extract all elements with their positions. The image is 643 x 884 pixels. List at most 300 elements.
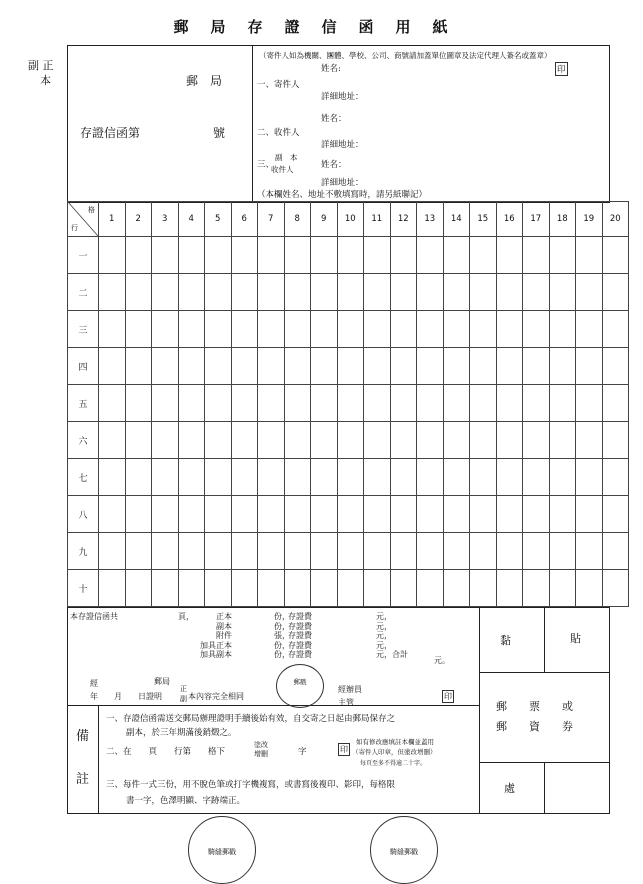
grid-cell[interactable] (549, 570, 576, 607)
grid-cell[interactable] (443, 274, 470, 311)
grid-column-header: 14 (443, 202, 470, 237)
sender-address-label: 詳細地址： (321, 92, 364, 102)
grid-column-header: 17 (523, 202, 550, 237)
remark-item2-stamp: 印 (340, 745, 348, 754)
grid-cell[interactable] (125, 237, 152, 274)
grid-cell[interactable] (364, 348, 391, 385)
sender-name-label: 姓名: (321, 64, 341, 74)
grid-cell[interactable] (523, 459, 550, 496)
copy-receiver-line1: 副 本 (275, 153, 298, 162)
fee-yuan: 元， (376, 612, 392, 621)
grid-cell[interactable] (523, 570, 550, 607)
grid-cell[interactable] (390, 385, 417, 422)
grid-cell[interactable] (549, 311, 576, 348)
handler-label: 經辦員 (338, 685, 362, 694)
grid-cell[interactable] (549, 348, 576, 385)
grid-cell[interactable] (231, 274, 258, 311)
copy-name-label: 姓名： (321, 160, 347, 170)
grid-cell[interactable] (205, 533, 232, 570)
grid-cell[interactable] (602, 496, 629, 533)
grid-cell[interactable] (602, 570, 629, 607)
grid-cell[interactable] (364, 311, 391, 348)
grid-column-header: 3 (152, 202, 179, 237)
perforation-seal-right (370, 816, 438, 884)
grid-cell[interactable] (390, 237, 417, 274)
grid-cell[interactable] (576, 385, 603, 422)
grid-cell[interactable] (496, 311, 523, 348)
grid-cell[interactable] (576, 311, 603, 348)
grid-row (68, 385, 629, 422)
grid-cell[interactable] (99, 348, 126, 385)
copy-receiver-prefix: 三、 (257, 160, 275, 170)
grid-cell[interactable] (178, 274, 205, 311)
grid-cell[interactable] (99, 459, 126, 496)
grid-cell[interactable] (417, 570, 444, 607)
grid-cell[interactable] (576, 570, 603, 607)
place-label: 處 (504, 782, 515, 795)
grid-cell[interactable] (470, 274, 497, 311)
fee-unit: 份， (274, 640, 290, 650)
grid-cell[interactable] (364, 385, 391, 422)
fee-type: 存證費 (288, 621, 312, 631)
grid-column-header: 13 (417, 202, 444, 237)
grid-cell[interactable] (125, 570, 152, 607)
grid-cell[interactable] (125, 274, 152, 311)
grid-cell[interactable] (496, 496, 523, 533)
grid-row (68, 496, 629, 533)
grid-cell[interactable] (496, 237, 523, 274)
grid-cell[interactable] (152, 348, 179, 385)
grid-corner-col-label: 格 (88, 206, 95, 214)
bottom-section (67, 607, 610, 814)
fee-unit: 張， (274, 631, 290, 640)
grid-cell[interactable] (549, 459, 576, 496)
grid-cell[interactable] (258, 237, 285, 274)
grid-cell[interactable] (443, 496, 470, 533)
writing-grid (67, 201, 629, 607)
grid-cell[interactable] (470, 385, 497, 422)
grid-cell[interactable] (152, 237, 179, 274)
grid-cell[interactable] (417, 459, 444, 496)
header-right-box (252, 45, 610, 203)
grid-cell[interactable] (602, 422, 629, 459)
grid-cell[interactable] (390, 311, 417, 348)
grid-row (68, 459, 629, 496)
grid-corner-cell (68, 202, 99, 237)
receiver-address-label: 詳細地址： (321, 140, 364, 150)
grid-cell[interactable] (337, 237, 364, 274)
grid-cell[interactable] (311, 496, 338, 533)
certify-fu: 副 (180, 695, 187, 703)
grid-cell[interactable] (178, 385, 205, 422)
grid-cell[interactable] (496, 274, 523, 311)
grid-cell[interactable] (231, 385, 258, 422)
grid-column-header: 7 (258, 202, 285, 237)
grid-cell[interactable] (549, 237, 576, 274)
grid-cell[interactable] (125, 533, 152, 570)
fee-yuan: 元， (376, 631, 392, 640)
grid-cell[interactable] (284, 533, 311, 570)
sender-note: （寄件人如為機關、團體、學校、公司、商號請加蓋單位圖章及法定代理人簽名或蓋章） (259, 51, 552, 60)
grid-column-header: 20 (602, 202, 629, 237)
grid-cell[interactable] (443, 348, 470, 385)
fee-intro: 本存證信函共 (70, 612, 118, 621)
header-footer-note: （本欄姓名、地址不敷填寫時，請另紙聯記） (257, 190, 428, 200)
grid-cell[interactable] (178, 422, 205, 459)
grid-cell[interactable] (99, 422, 126, 459)
grid-cell[interactable] (496, 570, 523, 607)
fee-total-suffix: 元。 (434, 656, 450, 665)
grid-cell[interactable] (152, 459, 179, 496)
grid-cell[interactable] (470, 311, 497, 348)
grid-cell[interactable] (125, 496, 152, 533)
grid-cell[interactable] (390, 459, 417, 496)
copy-receiver-line2: 收件人 (271, 165, 294, 174)
grid-cell[interactable] (337, 496, 364, 533)
fee-type: 存證費 (288, 612, 312, 621)
remark-item1-line2: 副本，於三年期滿後銷燬之。 (126, 728, 237, 738)
grid-cell[interactable] (284, 496, 311, 533)
grid-cell[interactable] (496, 459, 523, 496)
grid-cell[interactable] (205, 237, 232, 274)
stamp-area-line2: 郵 資 券 (496, 720, 573, 733)
grid-cell[interactable] (496, 348, 523, 385)
remark-item1-line1: 一、存證信函需送交郵局辦理證明手續後始有效，自交寄之日起由郵局保存之 (106, 714, 396, 724)
grid-cell[interactable] (178, 459, 205, 496)
grid-cell[interactable] (311, 385, 338, 422)
grid-cell[interactable] (258, 311, 285, 348)
grid-row-header: 四 (68, 348, 99, 385)
fee-yuan: 元， (376, 640, 392, 650)
remark-item2-char: 字 (298, 747, 307, 757)
grid-cell[interactable] (523, 496, 550, 533)
grid-cell[interactable] (311, 348, 338, 385)
grid-cell[interactable] (311, 311, 338, 348)
postmark-label: 郵戳 (293, 678, 307, 686)
letter-number-label: 存證信函第 (80, 126, 141, 140)
certify-post-office: 郵局 (154, 677, 170, 686)
grid-cell[interactable] (390, 274, 417, 311)
grid-cell[interactable] (178, 570, 205, 607)
grid-cell[interactable] (602, 274, 629, 311)
grid-cell[interactable] (417, 274, 444, 311)
grid-row-header: 七 (68, 459, 99, 496)
grid-cell[interactable] (205, 348, 232, 385)
grid-cell[interactable] (311, 237, 338, 274)
fee-yuan: 元，合計 (376, 650, 408, 659)
grid-cell[interactable] (417, 311, 444, 348)
perforation-seal-right-label: 騎縫郵戳 (390, 848, 418, 856)
grid-cell[interactable] (364, 533, 391, 570)
fee-item: 加具副本 (200, 650, 232, 659)
grid-cell[interactable] (549, 533, 576, 570)
grid-column-header: 12 (390, 202, 417, 237)
fee-unit: 份， (274, 612, 290, 621)
grid-cell[interactable] (470, 237, 497, 274)
grid-cell[interactable] (178, 496, 205, 533)
grid-cell[interactable] (125, 348, 152, 385)
grid-cell[interactable] (549, 496, 576, 533)
grid-cell[interactable] (152, 496, 179, 533)
grid-cell[interactable] (311, 274, 338, 311)
grid-cell[interactable] (523, 385, 550, 422)
grid-cell[interactable] (496, 533, 523, 570)
grid-cell[interactable] (231, 459, 258, 496)
grid-cell[interactable] (258, 570, 285, 607)
grid-cell[interactable] (99, 237, 126, 274)
grid-cell[interactable] (284, 570, 311, 607)
grid-cell[interactable] (417, 348, 444, 385)
copy-type-line2: 本 (40, 74, 51, 87)
grid-cell[interactable] (549, 274, 576, 311)
grid-cell[interactable] (523, 533, 550, 570)
post-office-label: 郵 局 (186, 74, 223, 88)
grid-row-header: 二 (68, 274, 99, 311)
fee-item: 副本 (216, 621, 232, 631)
grid-cell[interactable] (417, 237, 444, 274)
grid-cell[interactable] (602, 311, 629, 348)
grid-cell[interactable] (390, 533, 417, 570)
grid-cell[interactable] (205, 274, 232, 311)
grid-row (68, 348, 629, 385)
grid-cell[interactable] (576, 348, 603, 385)
grid-cell[interactable] (602, 533, 629, 570)
grid-cell[interactable] (284, 274, 311, 311)
fee-page: 頁， (178, 612, 194, 621)
grid-cell[interactable] (99, 274, 126, 311)
grid-row-header: 八 (68, 496, 99, 533)
grid-cell[interactable] (231, 348, 258, 385)
grid-column-header: 15 (470, 202, 497, 237)
grid-cell[interactable] (152, 385, 179, 422)
grid-cell[interactable] (337, 385, 364, 422)
grid-cell[interactable] (576, 274, 603, 311)
grid-cell[interactable] (231, 533, 258, 570)
grid-cell[interactable] (99, 570, 126, 607)
grid-cell[interactable] (125, 422, 152, 459)
grid-cell[interactable] (337, 533, 364, 570)
grid-cell[interactable] (205, 459, 232, 496)
grid-column-header: 16 (496, 202, 523, 237)
grid-cell[interactable] (284, 459, 311, 496)
grid-cell[interactable] (364, 496, 391, 533)
grid-cell[interactable] (99, 385, 126, 422)
sender-label: 一、寄件人 (257, 80, 300, 90)
grid-cell[interactable] (178, 237, 205, 274)
grid-column-header: 10 (337, 202, 364, 237)
grid-cell[interactable] (231, 422, 258, 459)
fee-type: 存證費 (288, 631, 312, 640)
sender-stamp-box: 印 (555, 62, 568, 76)
grid-cell[interactable] (284, 385, 311, 422)
grid-cell[interactable] (390, 496, 417, 533)
grid-cell[interactable] (284, 237, 311, 274)
grid-cell[interactable] (99, 311, 126, 348)
grid-cell[interactable] (602, 348, 629, 385)
grid-cell[interactable] (231, 311, 258, 348)
fee-item: 附件 (216, 631, 232, 640)
grid-cell[interactable] (443, 570, 470, 607)
grid-cell[interactable] (258, 422, 285, 459)
grid-cell[interactable] (152, 533, 179, 570)
paste-label-b: 貼 (570, 632, 581, 645)
grid-cell[interactable] (523, 422, 550, 459)
grid-row (68, 311, 629, 348)
grid-cell[interactable] (417, 496, 444, 533)
grid-cell[interactable] (523, 237, 550, 274)
grid-cell[interactable] (576, 422, 603, 459)
grid-column-header: 6 (231, 202, 258, 237)
paste-label-a: 黏 (500, 634, 511, 647)
grid-cell[interactable] (258, 496, 285, 533)
supervisor-label: 主管 (338, 698, 354, 707)
grid-cell[interactable] (337, 459, 364, 496)
grid-cell[interactable] (364, 459, 391, 496)
grid-cell[interactable] (258, 385, 285, 422)
grid-cell[interactable] (205, 570, 232, 607)
grid-cell[interactable] (337, 422, 364, 459)
grid-cell[interactable] (364, 422, 391, 459)
grid-cell[interactable] (284, 311, 311, 348)
remark-item3-line2: 書一字，色澤明顯、字跡端正。 (126, 796, 246, 806)
grid-cell[interactable] (443, 422, 470, 459)
grid-cell[interactable] (152, 422, 179, 459)
grid-cell[interactable] (602, 459, 629, 496)
grid-cell[interactable] (152, 274, 179, 311)
grid-cell[interactable] (549, 422, 576, 459)
grid-cell[interactable] (390, 422, 417, 459)
grid-cell[interactable] (231, 237, 258, 274)
grid-header-row (68, 202, 629, 237)
grid-cell[interactable] (99, 496, 126, 533)
certify-zheng: 正 (180, 685, 187, 693)
grid-cell[interactable] (152, 311, 179, 348)
grid-cell[interactable] (523, 348, 550, 385)
grid-cell[interactable] (443, 385, 470, 422)
grid-cell[interactable] (364, 237, 391, 274)
grid-column-header: 8 (284, 202, 311, 237)
grid-row (68, 533, 629, 570)
grid-cell[interactable] (470, 496, 497, 533)
grid-cell[interactable] (205, 385, 232, 422)
grid-cell[interactable] (311, 570, 338, 607)
grid-cell[interactable] (364, 274, 391, 311)
grid-cell[interactable] (311, 533, 338, 570)
grid-column-header: 18 (549, 202, 576, 237)
grid-cell[interactable] (364, 570, 391, 607)
grid-row (68, 274, 629, 311)
grid-cell[interactable] (258, 533, 285, 570)
grid-cell[interactable] (576, 237, 603, 274)
grid-cell[interactable] (443, 237, 470, 274)
grid-row-header: 十 (68, 570, 99, 607)
grid-cell[interactable] (125, 459, 152, 496)
grid-cell[interactable] (337, 311, 364, 348)
grid-cell[interactable] (125, 311, 152, 348)
grid-cell[interactable] (337, 570, 364, 607)
grid-cell[interactable] (178, 311, 205, 348)
grid-cell[interactable] (231, 496, 258, 533)
grid-row-header: 六 (68, 422, 99, 459)
number-suffix: 號 (213, 126, 226, 140)
grid-cell[interactable] (258, 459, 285, 496)
remark-item2-add: 增刪 (254, 750, 268, 758)
grid-cell[interactable] (284, 422, 311, 459)
grid-cell[interactable] (390, 348, 417, 385)
grid-cell[interactable] (258, 274, 285, 311)
perforation-seal-left-label: 騎縫郵戳 (208, 848, 236, 856)
grid-cell[interactable] (443, 533, 470, 570)
grid-cell[interactable] (417, 385, 444, 422)
grid-cell[interactable] (523, 311, 550, 348)
grid-cell[interactable] (337, 348, 364, 385)
grid-cell[interactable] (231, 570, 258, 607)
certify-jing: 經 (90, 679, 98, 688)
header-left-box (67, 45, 253, 203)
grid-cell[interactable] (152, 570, 179, 607)
grid-cell[interactable] (205, 422, 232, 459)
receiver-label: 二、收件人 (257, 128, 300, 138)
grid-cell[interactable] (99, 533, 126, 570)
grid-cell[interactable] (417, 422, 444, 459)
grid-cell[interactable] (417, 533, 444, 570)
grid-cell[interactable] (523, 274, 550, 311)
grid-row-header: 九 (68, 533, 99, 570)
grid-cell[interactable] (470, 422, 497, 459)
grid-cell[interactable] (205, 311, 232, 348)
grid-cell[interactable] (576, 459, 603, 496)
grid-cell[interactable] (470, 348, 497, 385)
grid-cell[interactable] (470, 459, 497, 496)
fee-yuan: 元， (376, 621, 392, 631)
grid-cell[interactable] (602, 237, 629, 274)
grid-cell[interactable] (311, 459, 338, 496)
grid-cell[interactable] (496, 385, 523, 422)
grid-cell[interactable] (470, 570, 497, 607)
grid-cell[interactable] (178, 533, 205, 570)
grid-cell[interactable] (576, 533, 603, 570)
grid-cell[interactable] (337, 274, 364, 311)
stamp-area-line1: 郵 票 或 (496, 700, 573, 713)
certify-same-content: 本內容完全相同 (188, 692, 244, 701)
copy-address-label: 詳細地址： (321, 178, 364, 188)
grid-cell[interactable] (205, 496, 232, 533)
remark-item2-note1: 如有修改應填註本欄並蓋用 (356, 738, 434, 746)
grid-cell[interactable] (258, 348, 285, 385)
grid-cell[interactable] (178, 348, 205, 385)
copy-type-line1: 副 正 (28, 59, 54, 72)
grid-cell[interactable] (496, 422, 523, 459)
grid-column-header: 1 (99, 202, 126, 237)
grid-cell[interactable] (443, 459, 470, 496)
page-title: 郵局存證信函用紙 (173, 18, 470, 36)
grid-cell[interactable] (443, 311, 470, 348)
grid-cell[interactable] (470, 533, 497, 570)
grid-cell[interactable] (125, 385, 152, 422)
grid-cell[interactable] (390, 570, 417, 607)
grid-cell[interactable] (549, 385, 576, 422)
grid-cell[interactable] (311, 422, 338, 459)
grid-cell[interactable] (602, 385, 629, 422)
remarks-label-b: 註 (76, 772, 90, 787)
grid-row-header: 一 (68, 237, 99, 274)
grid-cell[interactable] (284, 348, 311, 385)
grid-table (67, 201, 629, 607)
grid-cell[interactable] (576, 496, 603, 533)
remark-item2-change: 塗改 (254, 741, 268, 749)
remarks-label-a: 備 (76, 729, 90, 744)
postmark-circle (276, 664, 324, 708)
